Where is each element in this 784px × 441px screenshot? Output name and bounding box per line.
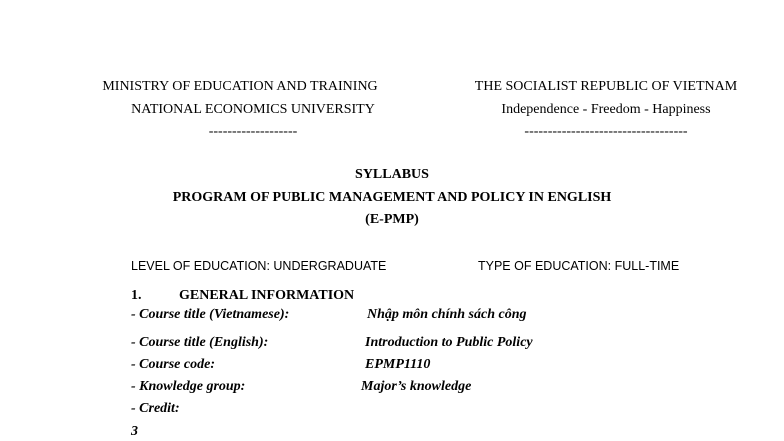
course-title-vi-label: - Course title (Vietnamese):: [131, 307, 290, 322]
program-title: PROGRAM OF PUBLIC MANAGEMENT AND POLICY IN ENGLISH: [172, 190, 612, 205]
country-name: THE SOCIALIST REPUBLIC OF VIETNAM: [474, 79, 738, 94]
course-title-en-label: - Course title (English):: [131, 335, 269, 350]
header-right-divider: -----------------------------------: [524, 124, 688, 139]
credit-label: - Credit:: [131, 401, 180, 416]
header-left-divider: -------------------: [208, 124, 298, 139]
knowledge-group-value: Major’s knowledge: [361, 379, 472, 394]
university-name: NATIONAL ECONOMICS UNIVERSITY: [131, 102, 375, 117]
course-title-en-value: Introduction to Public Policy: [365, 335, 533, 350]
course-code-label: - Course code:: [131, 357, 215, 372]
syllabus-title: SYLLABUS: [355, 167, 429, 182]
credit-value: 3: [131, 424, 138, 439]
knowledge-group-label: - Knowledge group:: [131, 379, 246, 394]
course-title-vi-value: Nhập môn chính sách công: [367, 307, 527, 322]
ministry-name: MINISTRY OF EDUCATION AND TRAINING: [102, 79, 378, 94]
country-motto: Independence - Freedom - Happiness: [501, 102, 711, 117]
education-type: TYPE OF EDUCATION: FULL-TIME: [478, 259, 680, 273]
section-heading: GENERAL INFORMATION: [179, 288, 355, 303]
section-number: 1.: [131, 288, 142, 303]
education-level: LEVEL OF EDUCATION: UNDERGRADUATE: [131, 259, 387, 273]
program-code: (E-PMP): [365, 212, 419, 227]
course-code-value: EPMP1110: [365, 357, 431, 372]
